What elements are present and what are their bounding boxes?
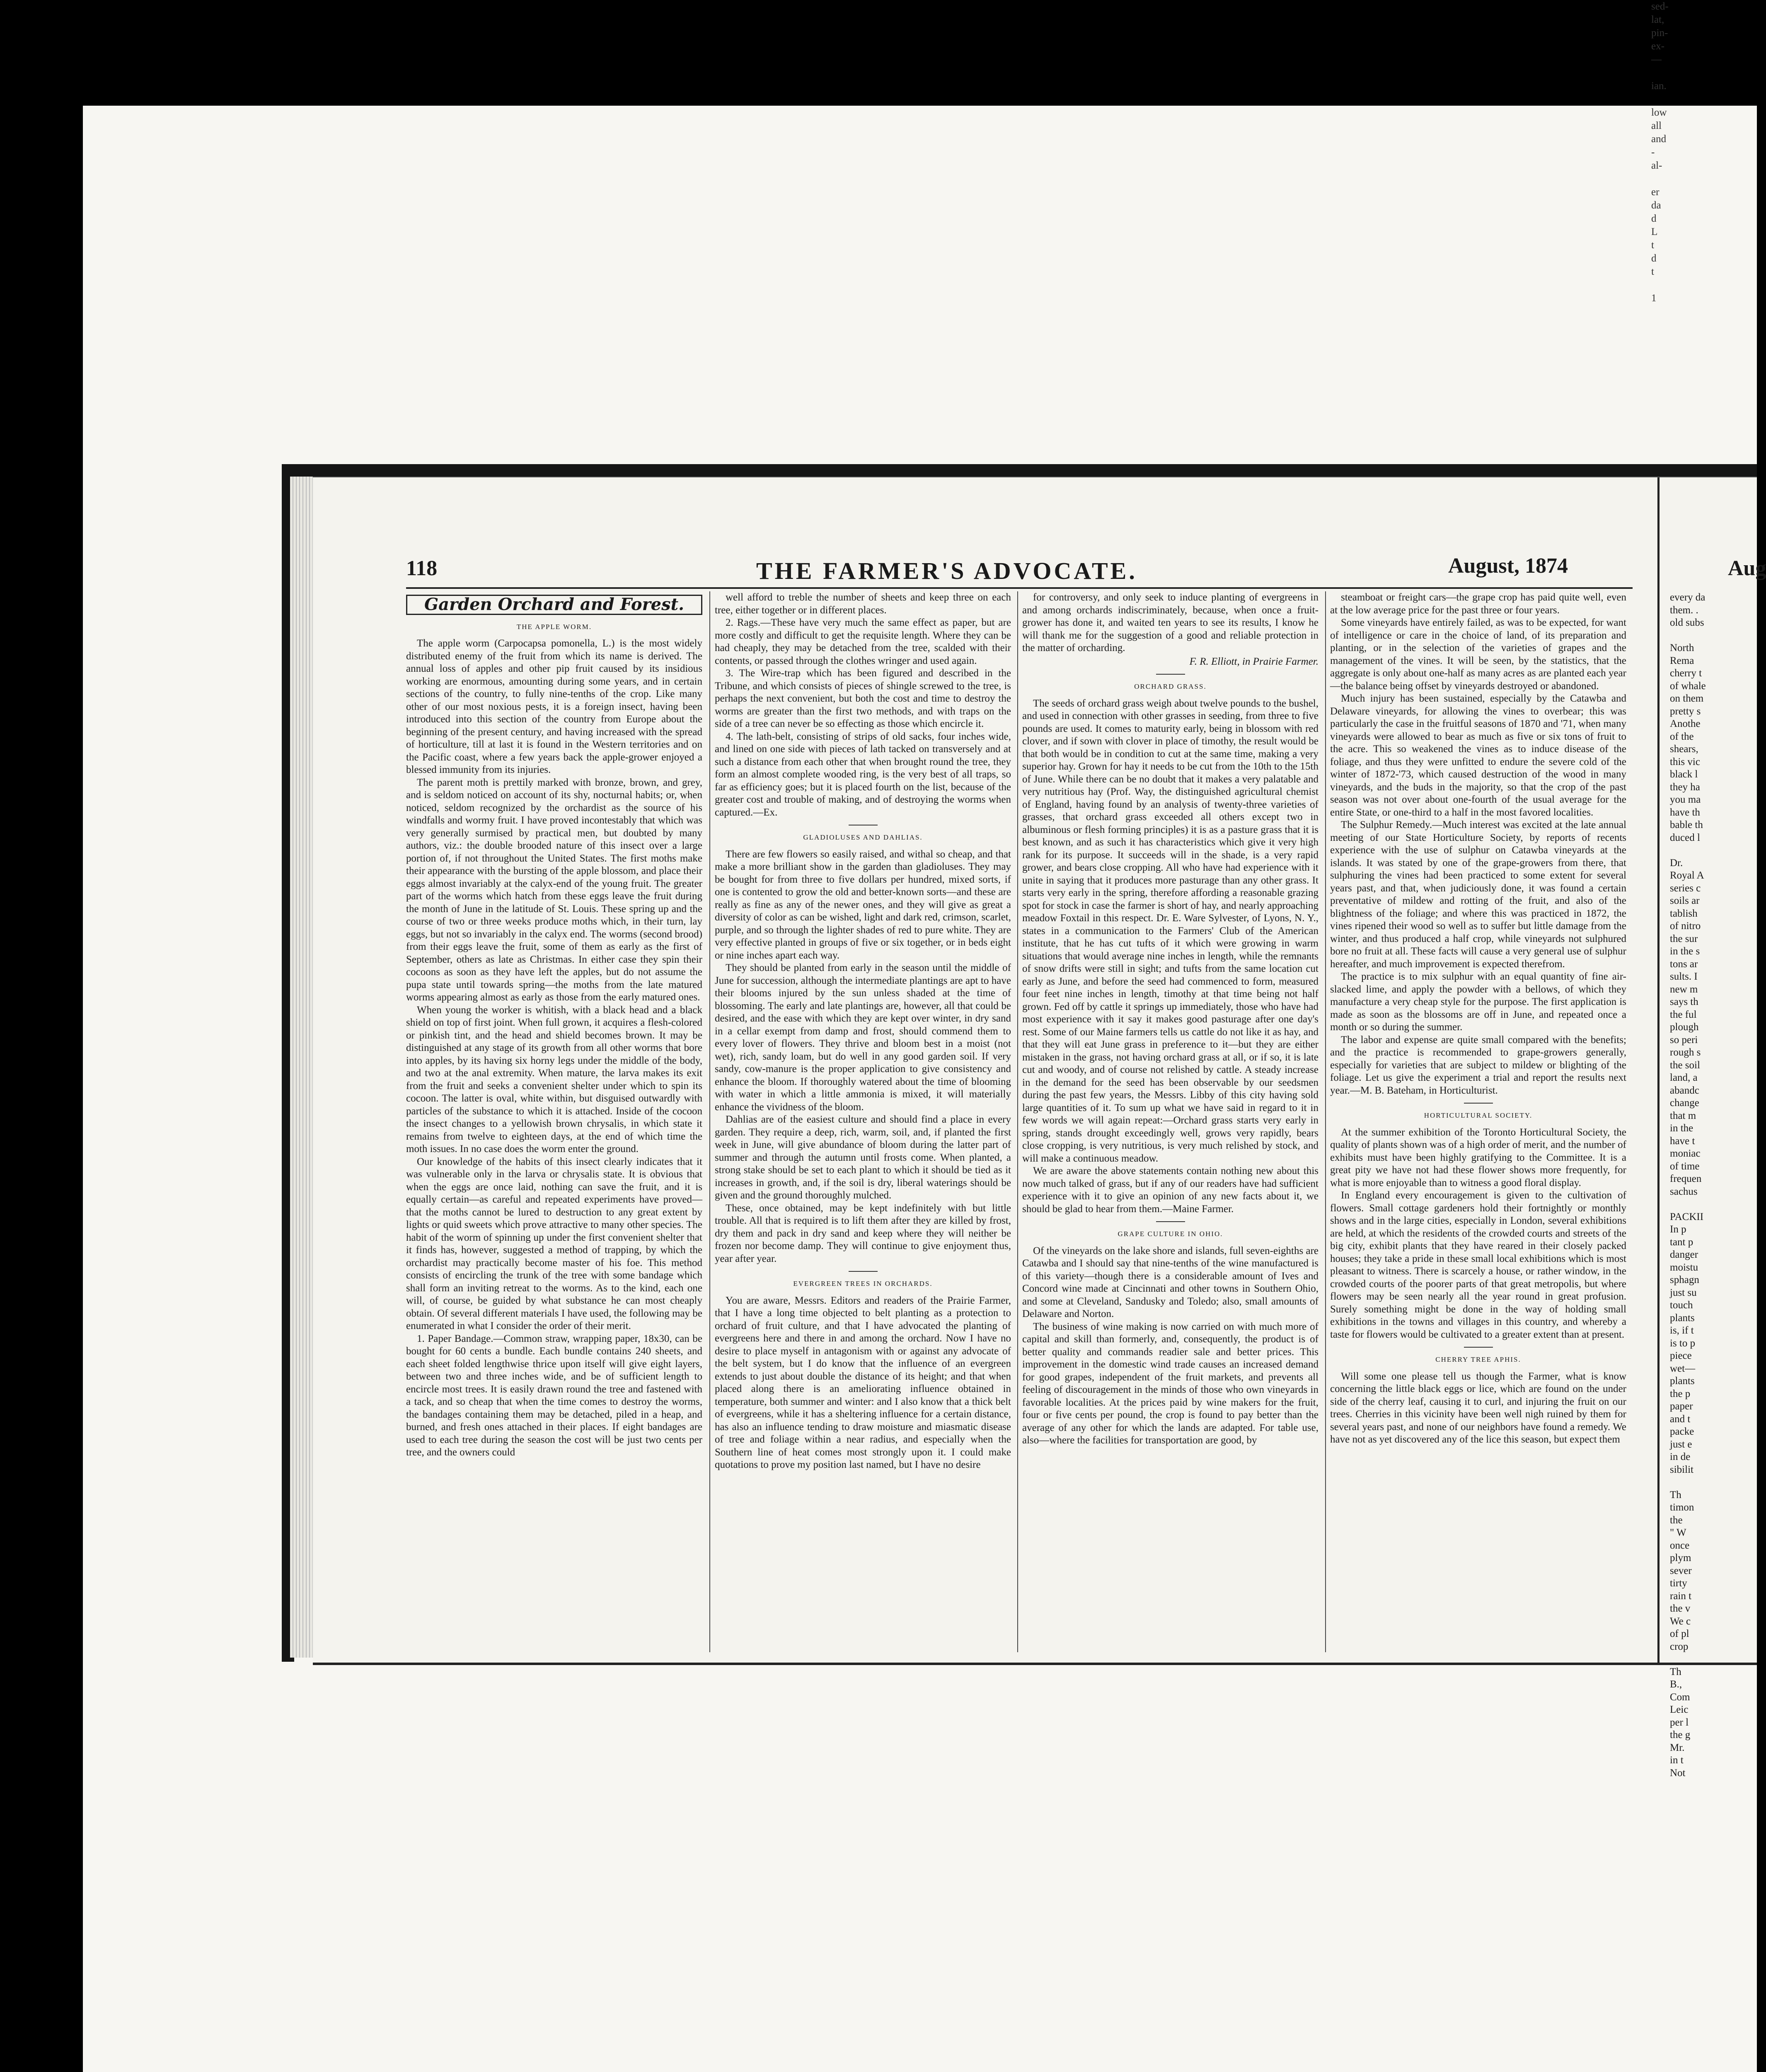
sliver-fragment-line: - [1651, 147, 1655, 158]
right-fragment-line: Leic [1670, 1704, 1689, 1715]
right-fragment-line: Th [1670, 1666, 1681, 1677]
right-fragment-line: the sur [1670, 933, 1698, 944]
paragraph: 4. The lath-belt, consisting of strips of old sacks, four inches wide, and lined on one side with pieces of lath tacked on transversely and at such a distance from each other that when brought round the tree, they form an almost complete wooded ring, is the very best of all traps, so far as efficiency goes; but it is placed fourth on the list, because of the greater cost and trouble of making, and of destroying the worms when captured.—Ex. [715, 731, 1011, 818]
paragraph: The business of wine making is now carried on with much more of capital and skill than formerly, and, consequently, the product is of better quality and commands readier sale and better prices. This improvement in the domestic wind trade causes an increased demand for good grapes, independent of the fruit markets, and prevents all feeling of discouragement in the minds of those who own vineyards in favorable localities. At the prices paid by wine makers for the fruit, four or five cents per pound, the crop is found to pay better than the average of any other for which the lands are adapted. For table use, also—where the facilities for transportation are good, by [1022, 1321, 1318, 1446]
right-fragment-line: tirty [1670, 1578, 1687, 1589]
paragraph: The seeds of orchard grass weigh about twelve pounds to the bushel, and used in connection with other grasses in seeding, from three to five pounds are used. It comes to maturity early, being in blossom with red clover, and if sown with clover in place of timothy, the result would be that both would be in condition to cut at the same time, making a very superior hay. Grown for hay it needs to be cut from the 10th to the 15th of June. While there can be no doubt that it makes a very palatable and very nutritious hay (Prof. Way, the distinguished agricultural chemist of England, having found by an analysis of twenty-three varieties of grasses, that orchard grass exceeded all others except two in albuminous or flesh forming principles) it is as a pasture grass that it is best known, and as such it has characteristics which give it very high rank for its purpose. It succeeds will in the shade, is a very rapid grower, and bears close cropping. All who have had experience with it unite in saying that it produces more pasturage than any other grass. It starts very early in the spring, therefore affording a reasonable grazing spot for stock in case the farmer is short of hay, and nearly approaching meadow Foxtail in this respect. Dr. E. Ware Sylvester, of Lyons, N. Y., states in a communication to the Farmers' Club of the American institute, that he has cut tufts of it which were growing in warm situations that would average nine inches in length, while the remnants of snow drifts were still in sight; and tufts from the same location cut early as June, and before the seed had commenced to form, measured four feet nine inches in length, timothy at that time being not half grown. Fed off by cattle it springs up immediately, those who have had most experience with it say it makes good pasturage after one day's rest. Some of our Maine farmers tells us cattle do not like it as hay, and that they will eat June grass in preference to it—but they are either mistaken in the grass, not having orchard grass at all, or if so, it is late cut and woody, and of course not relished by cattle. A steady increase in the demand for the seed has been observable by our seedsmen during the past few years, the Messrs. Libby of this city having sold large quantities of it. To sum up what we have said in regard to it in few words we will again repeat:—Orchard grass starts very early in spring, stands drought exceedingly well, grows very rapidly, bears close cropping, is very nutritious, is very much relished by stock, and will make a continuous meadow. [1022, 697, 1318, 1164]
right-fragment-line: so peri [1670, 1034, 1698, 1046]
sliver-fragment-line: ex- [1651, 41, 1664, 52]
right-fragment-line: once [1670, 1539, 1690, 1551]
paragraph: 2. Rags.—These have very much the same effect as paper, but are more costly and difficult to get the requisite length. Where they can be had cheaply, they may be detached from the tree, scalded with their contents, or passed through the clothes wringer and used again. [715, 617, 1011, 666]
right-fragment-line: them. . [1670, 604, 1698, 616]
sliver-fragment-line: low [1651, 107, 1667, 118]
section-title: Garden Orchard and Forest. [406, 595, 702, 615]
right-fragment-line [1670, 844, 1755, 857]
paragraph: Will some one please tell us though the Farmer, what is know concerning the little black eggs or lice, which are found on the under side of the cherry leaf, causing it to curl, and injuring the fruit on our trees. Cherries in this vicinity have been well nigh ruined by them for several years past, and none of our neighbors have found a remedy. We have not as yet discovered any of the lice this season, but expect them [1330, 1370, 1626, 1445]
right-fragment-line: Mr. [1670, 1742, 1685, 1753]
right-fragment-line: in the [1670, 1123, 1693, 1134]
right-fragment-line: sphagn [1670, 1274, 1699, 1285]
right-fragment-line: timon [1670, 1502, 1694, 1513]
paragraph: The labor and expense are quite small compared with the benefits; and the practice is recommended to grape-growers generally, especially for varieties that are subject to mildew or blighting of the foliage. Let us give the experiment a trial and report the results next year.—M. B. Bateham, in Horticulturist. [1330, 1034, 1626, 1096]
paragraph: In England every encouragement is given to the cultivation of flowers. Small cottage gardeners hold their fortnightly or monthly shows and in the large cities, especially in London, several exhibitions are held, at which the residents of the crowded courts and streets of the big city, exhibit plants that they have reared in their closely packed houses; they take a pride in these small local exhibitions which is most pleasant to witness. There is scarcely a house, or rather window, in the crowded courts of the poorer parts of that great metropolis, but where flowers may be seen nearly all the year round in great profusion. Surely something might be done in the way of holding small exhibitions in the towns and villages in this country, and whereby a taste for flowers would be cultivated to a greater extent than at present. [1330, 1190, 1626, 1340]
right-fragment-line: We c [1670, 1615, 1691, 1627]
next-page-issue: Aug [1728, 557, 1766, 580]
article-heading-gladioluses: GLADIOLUSES AND DAHLIAS. [803, 833, 923, 841]
right-fragment-line: In p [1670, 1224, 1686, 1235]
right-fragment-line [1670, 629, 1755, 642]
right-fragment-line: plants [1670, 1312, 1695, 1324]
sliver-fragment-line: and [1651, 133, 1667, 145]
page-edge-stack [290, 477, 315, 1658]
paragraph: well afford to treble the number of sheets and keep three on each tree, either together or in different places. [715, 592, 1011, 616]
right-fragment-line: change [1670, 1097, 1699, 1109]
right-fragment-line: tablish [1670, 908, 1698, 919]
right-fragment-line: moniac [1670, 1148, 1701, 1159]
right-fragment-line: abandc [1670, 1084, 1699, 1096]
sliver-fragment-line: t [1651, 266, 1654, 277]
right-fragment-line: Com [1670, 1691, 1690, 1703]
header-rule [406, 587, 1633, 589]
paragraph: There are few flowers so easily raised, and withal so cheap, and that make a more brilliant show in the garden than gladioluses. They may be bought for from three to five dollars per hundred, mixed sorts, if one is contented to grow the old and better-known sorts—and these are really as fine as any of the newer ones, and they will give as great a diversity of color as can be wished, light and dark red, crimson, scarlet, purple, and so through the lighter shades of red to pure white. They are very effective planted in groups of five or six together, or in beds eight or nine inches apart each way. [715, 848, 1011, 961]
right-fragment-line: of pl [1670, 1628, 1689, 1639]
right-fragment-line: crop [1670, 1641, 1689, 1652]
right-fragment-line: PACKII [1670, 1211, 1704, 1222]
paragraph: Some vineyards have entirely failed, as was to be expected, for want of intelligence or care in the choice of land, of its preparation and planting, or in the selection of the varieties of grapes and the management of the vines. It will be seen, by the statistics, that the aggregate is only about one-half as many acres as are planted each year—the balance being offset by vineyards destroyed or abandoned. [1330, 617, 1626, 692]
right-fragment-line: land, a [1670, 1072, 1698, 1083]
paragraph: We are aware the above statements contain nothing new about this now much talked of grass, but if any of our readers have had sufficient experience with it to give an opinion of any new facts about it, we should be glad to hear from them.—Maine Farmer. [1022, 1165, 1318, 1215]
right-fragment-line [1670, 1653, 1755, 1666]
paragraph: They should be planted from early in the season until the middle of June for succession, although the intermediate plantings are apt to have their blooms injured by the sun unless shaded at the time of blossoming. The early and late plantings are, however, all that could be desired, and the ease with which they are kept over winter, in dry sand in a cellar exempt from damp and frost, should commend them to every lover of flowers. They thrive and bloom best in a moist (not wet), rich, sandy loam, but do well in any good garden soil. If very sandy, cow-manure is the proper application to give consistency and enhance the bloom. If thoroughly watered about the time of blooming with water in which a little ammonia is mixed, it will materially enhance the vividness of the bloom. [715, 962, 1011, 1113]
right-fragment-line: says th [1670, 996, 1698, 1007]
paragraph: 1. Paper Bandage.—Common straw, wrapping paper, 18x30, can be bought for 60 cents a bundle. Each bundle contains 240 sheets, and each sheet folded lengthwise thrice upon itself will give eight layers, between two and three inches wide, and be of sufficient length to encircle most trees. It is easily drawn round the tree and fastened with a tack, and so cheap that when the time comes to destroy the worms, the bandages containing them may be detached, piled in a heap, and burned, and fresh ones attached in their places. If eight bandages are used to each tree during the season the cost will be just two cents per tree, and the owners could [406, 1333, 702, 1458]
newspaper-page [313, 477, 1766, 1779]
right-fragment-line: every da [1670, 592, 1706, 603]
right-fragment-line: Th [1670, 1489, 1681, 1501]
right-fragment-line: shears, [1670, 743, 1698, 755]
issue-date: August, 1874 [1448, 554, 1568, 578]
right-fragment-line: of whale [1670, 680, 1706, 692]
paragraph: When young the worker is whitish, with a black head and a black shield on top of first joint. When full grown, it acquires a flesh-colored or pinkish tint, and the head and shield becomes brown. It may be distinguished at any stage of its growth from all other worms that bore into apples, by its having six horny legs under the middle of the body, and two at the anal extremity. When mature, the larva makes its exit from the fruit and seeks a convenient shelter under which to spin its cocoon. The latter is oval, white within, but disguised outwardly with particles of the substance to which it is attached. Inside of the cocoon the insect changes to a yellowish brown chrysalis, in which state it remains from twelve to eighteen days, at the end of which time the moth issues. In no case does the worm enter the ground. [406, 1004, 702, 1155]
sliver-fragment-line: al- [1651, 160, 1662, 171]
paragraph: Dahlias are of the easiest culture and should find a place in every garden. They require a deep, rich, warm, soil, and, if planted the first week in June, will give abundance of bloom during the latter part of summer and through the autumn until frosts come. When planted, a strong stake should be set to each plant to which it should be tied as it increases in growth, and, if the soil is dry, liberal waterings should be given and the ground thoroughly mulched. [715, 1114, 1011, 1201]
page-header [313, 556, 1639, 589]
paragraph: steamboat or freight cars—the grape crop has paid quite well, even at the low average price for the past three or four years. [1330, 592, 1626, 616]
right-fragment-line: in de [1670, 1451, 1691, 1462]
right-fragment-line: Rema [1670, 655, 1694, 666]
paragraph: 3. The Wire-trap which has been figured and described in the Tribune, and which consists of pieces of shingle screwed to the tree, is perhaps the next convenient, but both the cost and time to destroy the worms are greater than the first two methods, and with traps on the side of a tree can never be so effecting as those which encircle it. [715, 668, 1011, 729]
paragraph: The apple worm (Carpocapsa pomonella, L.) is the most widely distributed enemy of the fruit from which its name is derived. The annual loss of apples and other pip fruit caused by its insidious working are enormous, amounting during some years, and in certain sections of the country, to fully nine-tenths of the crop. Like many other of our most noxious pests, it is a foreign insect, having been introduced into this section of the country from Europe about the beginning of the present century, and having increased with the spread of horticulture, till at last it is found in the Western territories and on the Pacific coast, where a few years back the apple-grower enjoyed a blessed immunity from its injuries. [406, 638, 702, 775]
right-fragment-line: tant p [1670, 1236, 1693, 1248]
attribution: F. R. Elliott, in Prairie Farmer. [1189, 656, 1318, 667]
next-page-text-fragments [1670, 591, 1755, 1779]
sliver-fragment-line: all [1651, 120, 1662, 131]
right-fragment-line: is to p [1670, 1337, 1696, 1349]
sliver-fragment-line [1651, 172, 1757, 186]
right-fragment-line: duced l [1670, 832, 1700, 843]
right-fragment-line: Royal A [1670, 870, 1704, 881]
right-fragment-line: paper [1670, 1401, 1693, 1412]
paragraph: These, once obtained, may be kept indefinitely with but little trouble. All that is required is to lift them after they are killed by frost, dry them and pack in dry sand and keep where they will neither be frozen nor become damp. They will continue to give enjoyment thus, year after year. [715, 1202, 1011, 1264]
separator [1156, 674, 1185, 675]
sliver-fragment-line: 1 [1651, 293, 1657, 304]
paragraph: Much injury has been sustained, especially by the Catawba and Delaware vineyards, for allowing the vines to overbear; this was particularly the case in the fruitful seasons of 1870 and '71, when many vineyards were allowed to bear as much as five or six tons of fruit to the acre. This so weakened the vines as to induce disease of the foliage, and thus they were unfitted to endure the severe cold of the winter of 1872-'73, which caused destruction of the wood in many vineyards, and the buds in the majority, so that the crop of the past season was not over about one-fourth of the usual average for the entire State, or one-third to a half in the most favored localities. [1330, 693, 1626, 818]
right-fragment-line: moistu [1670, 1261, 1698, 1273]
right-fragment-line: is, if t [1670, 1325, 1694, 1336]
masthead: THE FARMER'S ADVOCATE. [756, 557, 1137, 584]
sliver-fragment-line: da [1651, 200, 1661, 211]
right-fragment-line: the v [1670, 1603, 1691, 1614]
facing-page-sliver [1651, 0, 1757, 456]
sliver-fragment-line: d [1651, 253, 1657, 264]
separator [1464, 1347, 1493, 1348]
paragraph: Our knowledge of the habits of this insect clearly indicates that it was vulnerable only in the larva or chrysalis state. It is obvious that when the eggs are once laid, nothing can save the fruit, and it is equally certain—as careful and repeated experiments have proved—that the moths cannot be lured to destruction to any great extent by lights or quid sweets which prove attractive to many other species. The habit of the worm of spinning up under the first convenient shelter that it finds has, however, suggested a method of trapping, by which the orchardist may practically become master of his foe. This method consists of encircling the trunk of the tree with some bandage which shall form an inviting retreat to the worms. As to the kind, each one will, of course, be guided by what substance he can most cheaply obtain. Of several different materials I have used, the following may be enumerated in what I consider the order of their merit. [406, 1156, 702, 1331]
right-fragment-line: piece [1670, 1350, 1692, 1361]
right-fragment-line: they ha [1670, 781, 1700, 793]
paragraph: for controversy, and only seek to induce planting of evergreens in and among orchards indiscriminately, because, when once a fruit-grower has done it, and waited ten years to see its results, I know he will thank me for the suggestion of a good and reliable protection in the matter of orcharding. [1022, 592, 1318, 654]
article-heading-orchard-grass: ORCHARD GRASS. [1134, 683, 1207, 690]
sliver-fragment-line: pin- [1651, 27, 1668, 39]
right-fragment-line: on them [1670, 693, 1704, 704]
book-top-shadow [290, 464, 1757, 477]
column-rule [1325, 591, 1326, 1652]
right-fragment-line: the p [1670, 1388, 1691, 1399]
right-fragment-line: the g [1670, 1729, 1691, 1740]
right-fragment-line: sever [1670, 1565, 1692, 1576]
right-fragment-line: have t [1670, 1135, 1695, 1147]
right-fragment-line: pretty s [1670, 705, 1701, 717]
sliver-fragment-line: sed- [1651, 1, 1669, 12]
column-rule [1017, 591, 1018, 1652]
right-fragment-line: Not [1670, 1767, 1686, 1779]
right-fragment-line: Dr. [1670, 857, 1683, 869]
sliver-fragment-line [1651, 93, 1757, 106]
right-fragment-line: danger [1670, 1249, 1698, 1260]
right-fragment-line: in t [1670, 1755, 1684, 1766]
column-rule [709, 591, 710, 1652]
separator [849, 1271, 878, 1272]
right-fragment-line: plough [1670, 1021, 1699, 1033]
right-fragment-line: just su [1670, 1287, 1697, 1298]
right-fragment-line [1670, 1198, 1755, 1211]
right-fragment-line: that m [1670, 1110, 1696, 1121]
right-fragment-line: the ful [1670, 1009, 1697, 1020]
right-fragment-line: B., [1670, 1679, 1682, 1690]
paragraph: At the summer exhibition of the Toronto Horticultural Society, the quality of plants shown was of a high order of merit, and the number of exhibits must have been highly gratifying to the Committee. It is a great pity we have not had these flower shows more frequently, for what is more enjoyable than to witness a good floral display. [1330, 1126, 1626, 1188]
separator [1464, 1103, 1493, 1104]
sliver-fragment-line [1651, 66, 1757, 80]
right-fragment-line: per l [1670, 1716, 1689, 1728]
right-fragment-line: frequen [1670, 1173, 1702, 1184]
right-fragment-line: sachus [1670, 1186, 1698, 1197]
right-fragment-line: of the [1670, 731, 1694, 742]
right-fragment-line: have th [1670, 806, 1700, 818]
column-1 [406, 591, 702, 1652]
sliver-fragment-line: d [1651, 213, 1657, 224]
right-fragment-line [1670, 1476, 1755, 1489]
right-fragment-line: black l [1670, 769, 1698, 780]
right-fragment-line: wet— [1670, 1363, 1696, 1374]
right-fragment-line: plants [1670, 1375, 1695, 1387]
sliver-fragment-line: lat, [1651, 14, 1664, 25]
right-fragment-line: series c [1670, 882, 1701, 894]
column-3 [1022, 591, 1318, 1652]
column-2 [715, 591, 1011, 1652]
right-fragment-line: plym [1670, 1552, 1691, 1564]
paragraph: The Sulphur Remedy.—Much interest was excited at the late annual meeting of our State Horticulture Society, by reports of recents experience with the use of sulphur on Catawba vineyards at the islands. It was stated by one of the grape-growers from there, that sulphuring the vines had been practiced to some extent for several years past, and that, when judiciously done, it was found a certain preventative of mildew and rotting of the fruit, and also of the blightness of the foliage; and where this was practiced in 1872, the vines ripened their wood so well as to suffer but little damage from the winter, and thus produced a half crop, while vineyards not sulphured bore no fruit at all. These facts will cause a very general use of sulphur hereafter, and much improvement is expected therefrom. [1330, 819, 1626, 970]
right-fragment-line: North [1670, 642, 1694, 654]
article-heading-apple-worm: THE APPLE WORM. [516, 622, 592, 631]
right-fragment-line: rain t [1670, 1590, 1692, 1602]
right-fragment-line: you ma [1670, 794, 1701, 805]
article-heading-cherry-aphis: CHERRY TREE APHIS. [1435, 1356, 1521, 1363]
right-fragment-line: sibilit [1670, 1464, 1693, 1475]
paragraph: Of the vineyards on the lake shore and islands, full seven-eighths are Catawba and I should say that nine-tenths of the wine manufactured is of this variety—though there is a considerable amount of Ives and Concord wine made at Cincinnati and other towns in Southern Ohio, and some at Cleveland, Sandusky and Toledo; also, small amounts of Delaware and Norton. [1022, 1245, 1318, 1319]
paragraph: You are aware, Messrs. Editors and readers of the Prairie Farmer, that I have a long time objected to belt planting as a protection to orchard of fruit culture, and that I have advocated the planting of evergreens here and there in and among the orchard. Now I have no desire to place myself in antagonism with or against any advocate of the belt system, but I do know that the influence of an evergreen extends to just about double the distance of its height; and that when placed along there is an ameliorating influence obtained in temperature, both summer and winter: and I also know that a thick belt of evergreens, while it has a sheltering influence for a certain distance, has also an influence tending to draw moisture and miasmatic disease of tree and foliage within a near radius, and especially when the Southern line of heat comes most strongly upon it. I could make quotations to prove my position last named, but I have no desire [715, 1295, 1011, 1470]
right-fragment-line: Anothe [1670, 718, 1701, 729]
sliver-fragment-line: er [1651, 186, 1660, 198]
separator [1156, 1221, 1185, 1222]
right-fragment-line: packe [1670, 1426, 1694, 1437]
right-fragment-line: the soil [1670, 1059, 1700, 1071]
column-4 [1330, 591, 1626, 1652]
right-fragment-line: touch [1670, 1300, 1693, 1311]
sliver-fragment-line: ian. [1651, 80, 1667, 92]
sliver-fragment-line: L [1651, 226, 1658, 237]
right-fragment-line: tons ar [1670, 958, 1698, 970]
sliver-fragment-line: t [1651, 240, 1654, 251]
right-fragment-line: cherry t [1670, 668, 1702, 679]
right-fragment-line: just e [1670, 1438, 1692, 1450]
paragraph: The practice is to mix sulphur with an equal quantity of fine air-slacked lime, and apply the powder with a bellows, of which they manufacture a very cheap style for the purpose. The first application is made as soon as the blossoms are off in June, and repeated once a month or so during the summer. [1330, 971, 1626, 1033]
right-fragment-line: the [1670, 1514, 1683, 1526]
page-gutter [1657, 477, 1660, 1663]
right-fragment-line: of nitro [1670, 920, 1701, 932]
right-fragment-line: new m [1670, 983, 1698, 995]
page-number: 118 [406, 557, 438, 580]
sliver-fragment-line [1651, 278, 1757, 292]
paragraph: The parent moth is prettily marked with bronze, brown, and grey, and is seldom noticed on account of its shy, nocturnal habits; or, when noticed, seldom recognized by the orchardist as the source of his windfalls and wormy fruit. I have proved incontestably that which was very generally surmised by practical men, but doubted by many authors, viz.: the double brooded nature of this insect over a large portion of, if not throughout the United States. The first moths make their appearance with the bursting of the apple blossom, and place their eggs almost invariably at the calyx-end of the young fruit. The greater part of the worms which hatch from these eggs leave the fruit during the month of June in the latitude of St. Louis. These spring up and the course of two or three weeks produce moths which, in their turn, lay eggs, but not so invariably in the calyx end. The worms (second brood) from their eggs leave the fruit, some of them as early as the first of September, others as late as Christmas. In either case they spin their cocoons as soon as they have left the apples, but do not assume the pupa state until towards spring—the moths from the late matured worms appearing almost as early as those from the early matured ones. [406, 777, 702, 1003]
right-fragment-line: sults. I [1670, 971, 1698, 982]
next-page-edge [1662, 477, 1766, 1779]
right-fragment-line: in the s [1670, 946, 1700, 957]
right-fragment-line: soils ar [1670, 895, 1700, 906]
right-fragment-line: bable th [1670, 819, 1703, 830]
right-fragment-line: rough s [1670, 1047, 1701, 1058]
article-heading-horticultural-society: HORTICULTURAL SOCIETY. [1424, 1111, 1533, 1119]
right-fragment-line: " W [1670, 1527, 1686, 1538]
sliver-fragment-line: — [1651, 54, 1662, 65]
article-heading-evergreens: EVERGREEN TREES IN ORCHARDS. [793, 1280, 933, 1288]
article-heading-grape-culture: GRAPE CULTURE IN OHIO. [1118, 1230, 1223, 1238]
right-fragment-line: of time [1670, 1160, 1700, 1172]
right-fragment-line: old subs [1670, 617, 1704, 628]
right-fragment-line: and t [1670, 1413, 1691, 1425]
right-fragment-line: this vic [1670, 756, 1700, 767]
